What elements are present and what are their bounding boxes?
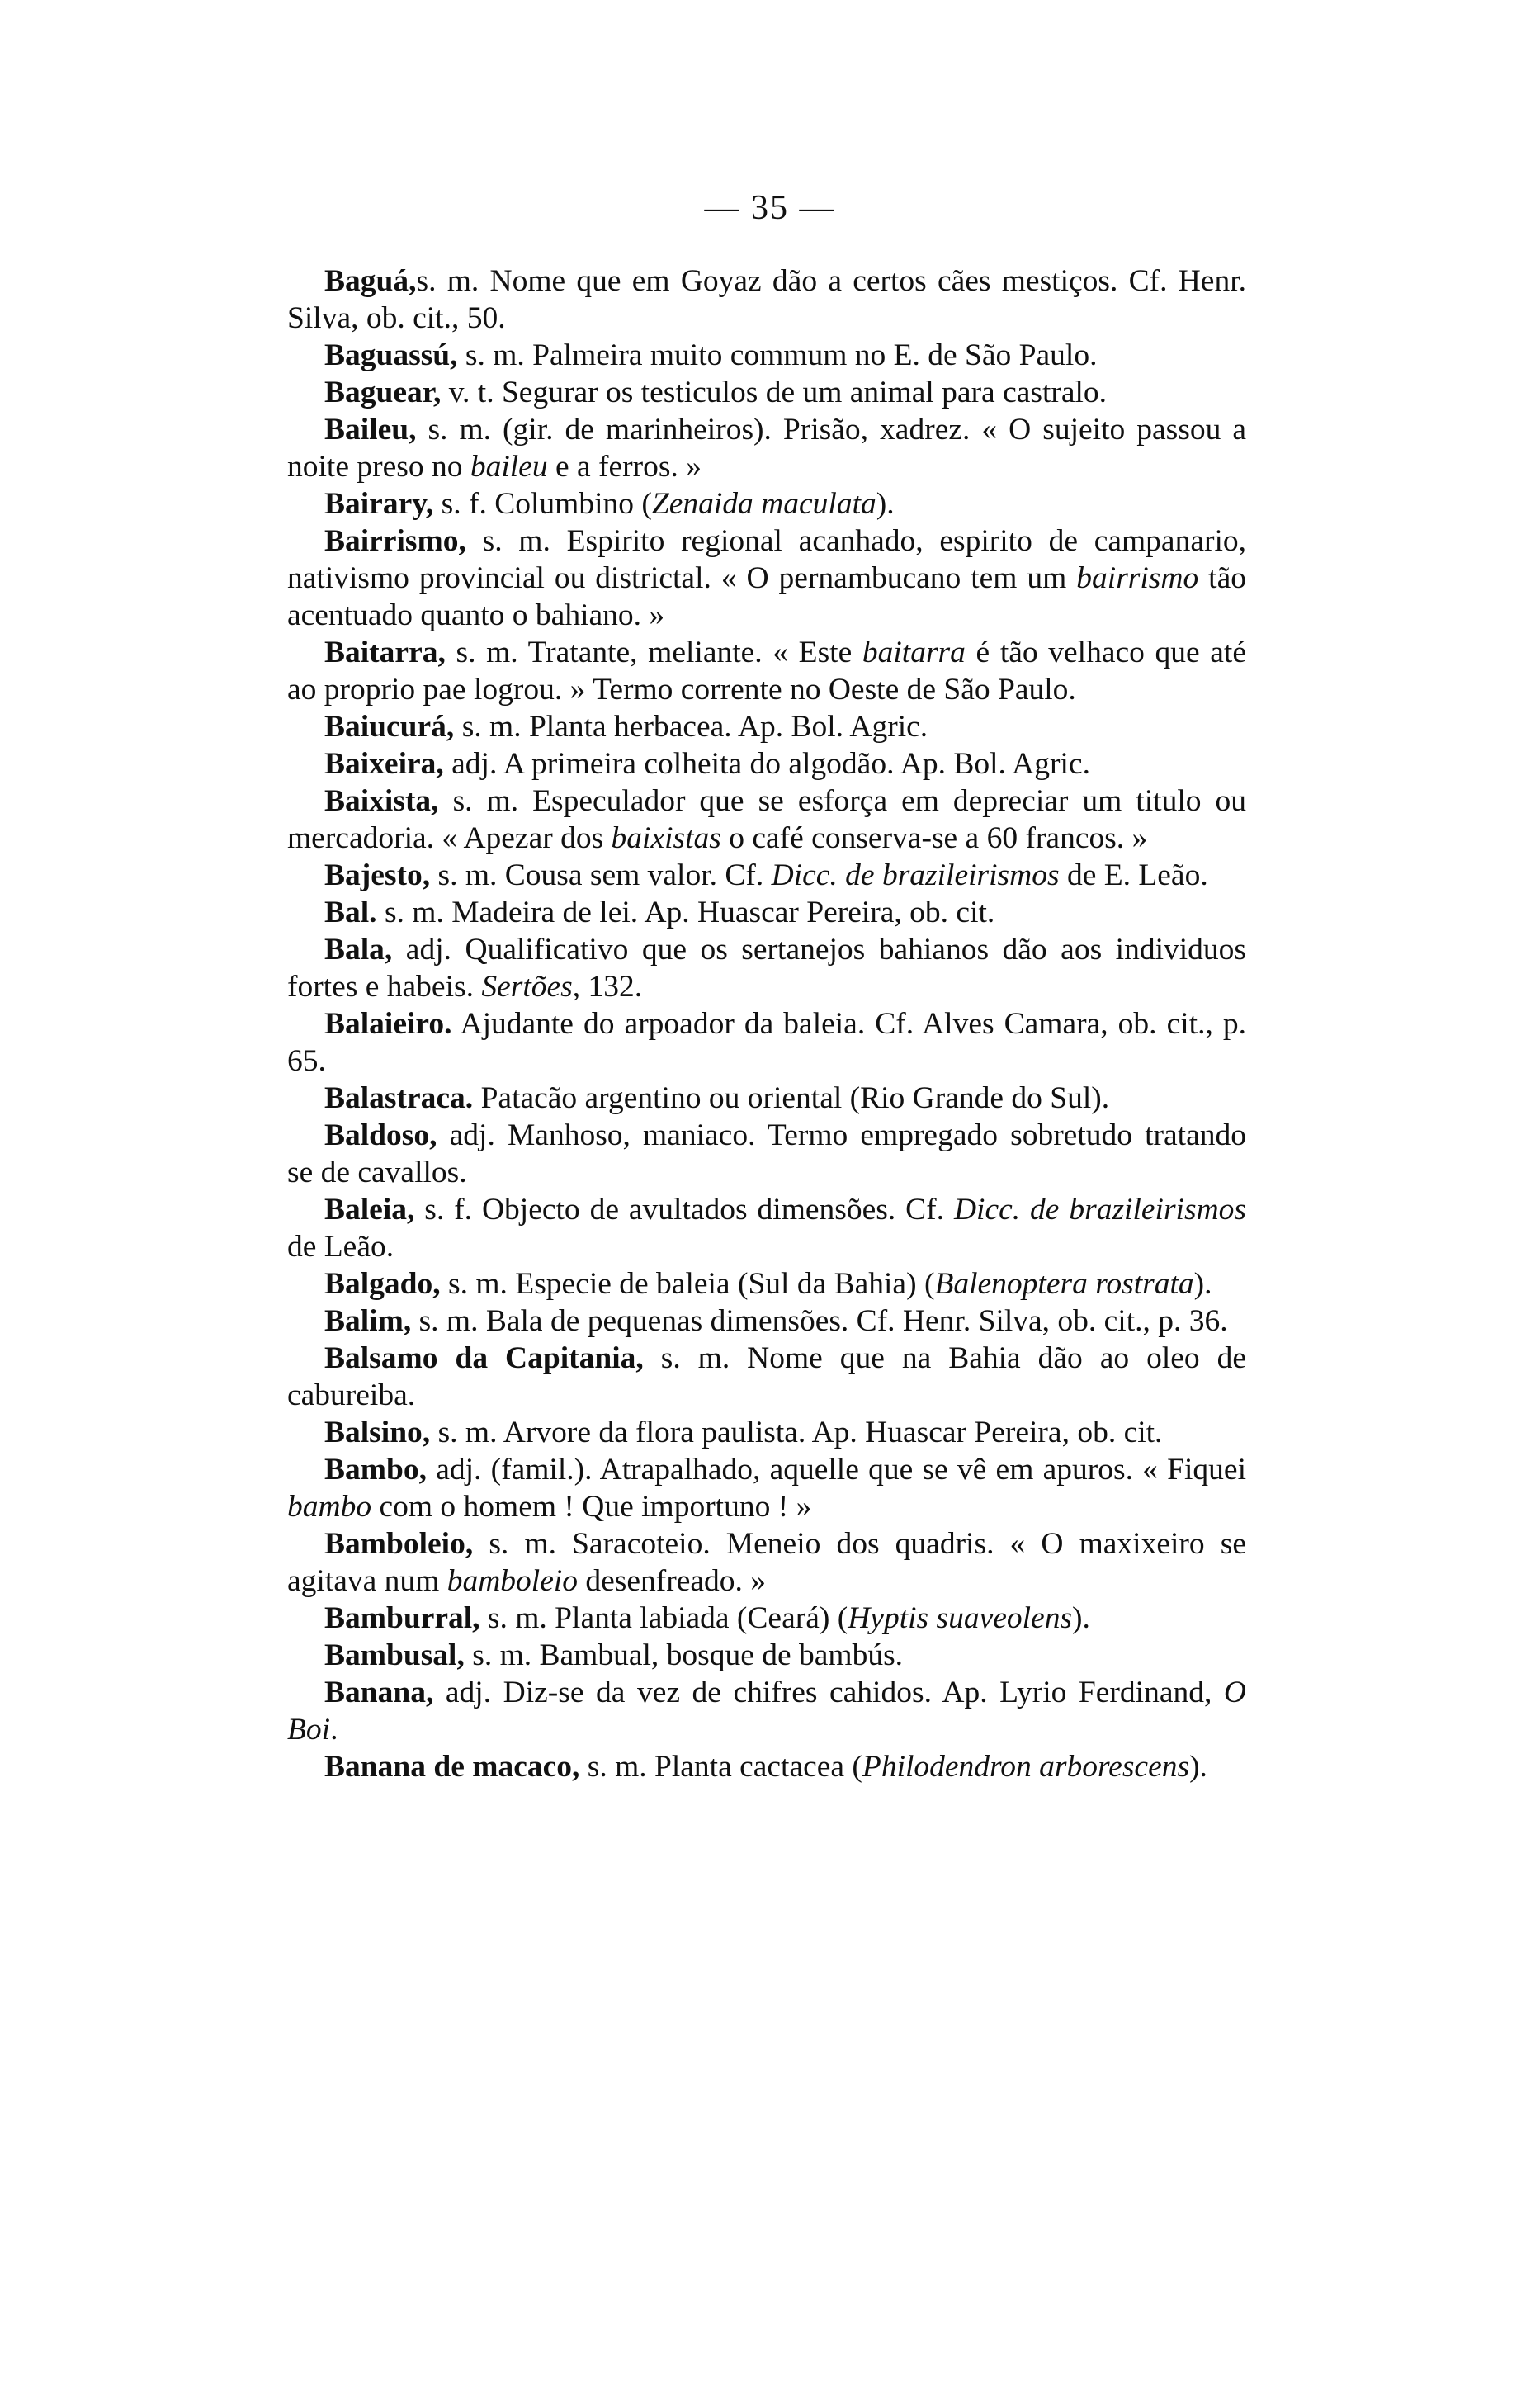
entry-headword: Balaieiro. — [324, 1007, 452, 1041]
entry-headword: Banana, — [324, 1676, 434, 1709]
entry-italic-text: bamboleio — [446, 1564, 579, 1598]
dictionary-entry — [287, 1340, 1246, 1414]
dictionary-entry — [287, 857, 1246, 894]
entry-definition-text: . — [330, 1713, 338, 1747]
entry-headword: Baldoso, — [324, 1118, 437, 1152]
entry-headword: Bairrismo, — [324, 524, 466, 558]
dictionary-entry — [287, 634, 1246, 708]
entry-definition-text: s. m. Bala de pequenas dimensões. Cf. Henr. Silva, ob. cit., p. 36. — [411, 1304, 1228, 1338]
entry-headword: Banana de macaco, — [324, 1750, 580, 1784]
dictionary-entry — [287, 1414, 1246, 1451]
dictionary-entry — [287, 1080, 1246, 1117]
entry-definition-text: ). — [876, 487, 895, 521]
entry-italic-text: Philodendron arborescens — [862, 1750, 1190, 1784]
entry-italic-text: baitarra — [862, 636, 966, 669]
dictionary-entry — [287, 1005, 1246, 1080]
dictionary-entry — [287, 1451, 1246, 1525]
entry-italic-text: O Boi — [287, 1676, 1246, 1747]
entry-definition-text: s. m. Cousa sem valor. Cf. — [430, 858, 772, 892]
entry-headword: Bambo, — [324, 1453, 427, 1487]
entry-italic-text: Zenaida maculata — [651, 487, 876, 521]
entry-italic-text: Dicc. de brazileirismos — [771, 858, 1060, 892]
entry-definition-text: v. t. Segurar os testiculos de um animal para castralo. — [441, 376, 1108, 409]
entry-headword: Baitarra, — [324, 636, 446, 669]
dictionary-entry — [287, 782, 1246, 857]
dictionary-entry — [287, 745, 1246, 782]
entry-headword: Balsino, — [324, 1416, 431, 1449]
entry-definition-text: s. m. Saracoteio. Meneio dos quadris. « O maxixeiro se agitava num — [287, 1527, 1246, 1598]
entry-definition-text: s. m. Palmeira muito commum no E. de São Paulo. — [457, 338, 1098, 372]
entry-headword: Bairary, — [324, 487, 434, 521]
dictionary-entry — [287, 1117, 1246, 1191]
entry-headword: Baixista, — [324, 784, 439, 818]
page-number: — 35 — — [704, 189, 836, 227]
entry-headword: Balgado, — [324, 1267, 441, 1301]
entry-headword: Balim, — [324, 1304, 412, 1338]
entry-headword: Bambusal, — [324, 1638, 465, 1672]
entry-definition-text: ). — [1072, 1601, 1090, 1635]
entry-definition-text: Ajudante do arpoador da baleia. Cf. Alves Camara, ob. cit., p. 65. — [287, 1007, 1246, 1078]
dictionary-entry — [287, 894, 1246, 931]
dictionary-entry — [287, 931, 1246, 1005]
entry-definition-text: adj. Manhoso, maniaco. Termo empregado sobretudo tratando se de cavallos. — [287, 1118, 1246, 1189]
entry-definition-text: s. m. Tratante, meliante. « Este — [445, 636, 862, 669]
entry-italic-text: Sertões — [481, 970, 573, 1004]
entry-definition-text: s. m. Especulador que se esforça em depreciar um titulo ou mercadoria. « Apezar dos — [287, 784, 1246, 855]
entry-headword: Bamboleio, — [324, 1527, 474, 1561]
entry-definition-text: s. m. (gir. de marinheiros). Prisão, xadrez. « O sujeito passou a noite preso no — [287, 413, 1246, 484]
entry-definition-text: adj. Diz-se da vez de chifres cahidos. Ap. Lyrio Ferdinand, — [433, 1676, 1224, 1709]
dictionary-entry — [287, 1600, 1246, 1637]
entry-headword: Bal. — [324, 896, 377, 929]
entry-definition-text: s. m. Arvore da flora paulista. Ap. Huascar Pereira, ob. cit. — [430, 1416, 1163, 1449]
dictionary-entry — [287, 1748, 1246, 1785]
entry-definition-text: e a ferros. » — [547, 450, 702, 484]
entry-headword: Baguá, — [324, 264, 417, 298]
dictionary-entry — [287, 411, 1246, 485]
entry-definition-text: s. m. Planta cactacea ( — [579, 1750, 862, 1784]
entry-definition-text: de E. Leão. — [1059, 858, 1208, 892]
entry-italic-text: baixistas — [611, 821, 721, 855]
dictionary-entry — [287, 1637, 1246, 1674]
dictionary-entry — [287, 708, 1246, 745]
entry-definition-text: ). — [1193, 1267, 1212, 1301]
entry-italic-text: baileu — [470, 450, 548, 484]
entry-definition-text: adj. Qualificativo que os sertanejos bahianos dão aos individuos fortes e habeis. — [287, 933, 1246, 1004]
entry-headword: Baiucurá, — [324, 710, 455, 744]
entry-definition-text: s. m. Espirito regional acanhado, espirito de campanario, nativismo provincial ou districtal. « O pernambucano tem um — [287, 524, 1246, 595]
entry-headword: Balsamo da Capitania, — [324, 1341, 644, 1375]
entry-headword: Balastraca. — [324, 1081, 474, 1115]
entry-headword: Bala, — [324, 933, 393, 967]
entry-italic-text: Dicc. de brazileirismos — [953, 1193, 1246, 1227]
dictionary-entry — [287, 262, 1246, 337]
entry-headword: Baguassú, — [324, 338, 458, 372]
dictionary-entry — [287, 1525, 1246, 1600]
entry-definition-text: adj. A primeira colheita do algodão. Ap. Bol. Agric. — [443, 747, 1090, 781]
dictionary-entry — [287, 1265, 1246, 1302]
entry-definition-text: ). — [1189, 1750, 1207, 1784]
dictionary-entry — [287, 374, 1246, 411]
entry-definition-text: desenfreado. » — [578, 1564, 767, 1598]
dictionary-entry — [287, 337, 1246, 374]
entry-definition-text: s. m. Nome que em Goyaz dão a certos cães mestiços. Cf. Henr. Silva, ob. cit., 50. — [287, 264, 1246, 335]
dictionary-entry — [287, 1191, 1246, 1265]
entry-definition-text: tão acentuado quanto o bahiano. » — [287, 561, 1246, 632]
entry-definition-text: o café conserva-se a 60 francos. » — [720, 821, 1148, 855]
entry-headword: Baileu, — [324, 413, 417, 447]
entry-headword: Bajesto, — [324, 858, 431, 892]
entry-definition-text: adj. (famil.). Atrapalhado, aquelle que se vê em apuros. « Fiquei — [426, 1453, 1246, 1487]
dictionary-entry — [287, 485, 1246, 522]
dictionary-entries — [287, 262, 1246, 1785]
entry-definition-text: de Leão. — [287, 1230, 394, 1264]
entry-definition-text: s. m. Planta herbacea. Ap. Bol. Agric. — [454, 710, 928, 744]
entry-definition-text: s. f. Columbino ( — [433, 487, 652, 521]
dictionary-entry — [287, 1674, 1246, 1748]
entry-italic-text: Balenoptera rostrata — [934, 1267, 1194, 1301]
entry-definition-text: , 132. — [572, 970, 643, 1004]
entry-definition-text: s. m. Nome que na Bahia dão ao oleo de cabureiba. — [287, 1341, 1246, 1412]
entry-definition-text: s. f. Objecto de avultados dimensões. Cf. — [414, 1193, 954, 1227]
dictionary-entry — [287, 522, 1246, 634]
entry-headword: Baixeira, — [324, 747, 444, 781]
entry-definition-text: Patacão argentino ou oriental (Rio Grande do Sul). — [473, 1081, 1110, 1115]
entry-headword: Bamburral, — [324, 1601, 480, 1635]
entry-definition-text: com o homem ! Que importuno ! » — [371, 1490, 812, 1524]
entry-definition-text: s. m. Especie de baleia (Sul da Bahia) ( — [440, 1267, 935, 1301]
entry-definition-text: s. m. Planta labiada (Ceará) ( — [479, 1601, 848, 1635]
entry-italic-text: bairrismo — [1076, 561, 1199, 595]
entry-headword: Baleia, — [324, 1193, 415, 1227]
entry-headword: Baguear, — [324, 376, 442, 409]
entry-definition-text: é tão velhaco que até ao proprio pae logrou. » Termo corrente no Oeste de São Paulo. — [287, 636, 1246, 707]
dictionary-entry — [287, 1302, 1246, 1340]
entry-definition-text: s. m. Bambual, bosque de bambús. — [464, 1638, 904, 1672]
entry-italic-text: Hyptis suaveolens — [848, 1601, 1073, 1635]
entry-definition-text: s. m. Madeira de lei. Ap. Huascar Pereira, ob. cit. — [376, 896, 995, 929]
entry-italic-text: bambo — [287, 1490, 372, 1524]
